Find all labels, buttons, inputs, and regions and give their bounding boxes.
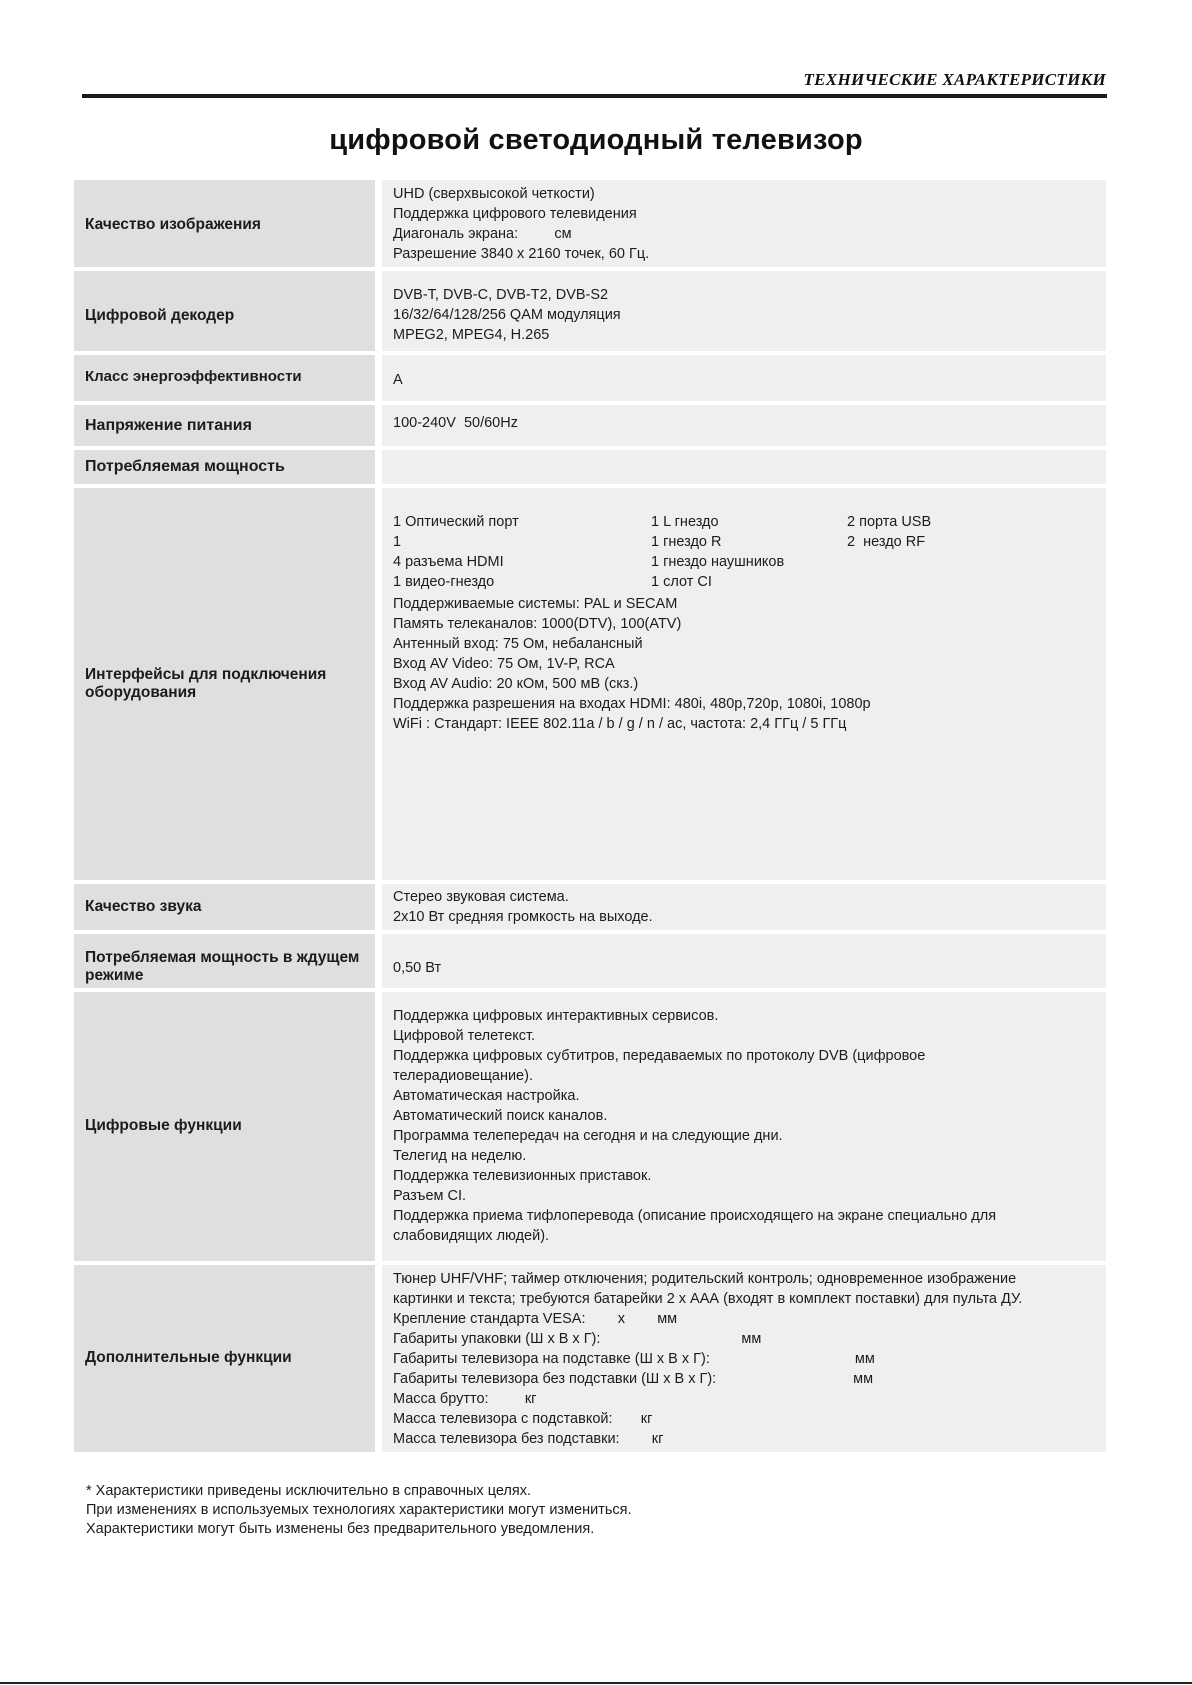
spec-value-lines [393,184,1098,264]
spec-line: Диагональ экрана: см [393,226,572,242]
spec-line: Масса телевизора без подставки: кг [393,1431,664,1447]
spec-row-standby [74,934,1106,988]
bottom-divider [0,1682,1192,1684]
spec-line: 1 слот CI [651,574,712,590]
page-title-text: цифровой светодиодный телевизор [329,124,863,156]
connector-column-1 [393,512,519,592]
connector-column-2 [651,512,784,592]
spec-row-digital [74,992,1106,1261]
spec-line: Цифровой телетекст. [393,1028,536,1044]
spec-row-power [74,450,1106,484]
spec-line: UHD (сверхвысокой четкости) [393,186,595,202]
spec-value-cell [382,488,1106,880]
spec-label: Напряжение питания [85,417,252,434]
spec-value-cell [382,1265,1106,1452]
spec-row-extra [74,1265,1106,1452]
spec-line: Разрешение 3840 x 2160 точек, 60 Гц. [393,246,650,262]
spec-value-lines [393,887,1098,927]
spec-label: Класс энергоэффективности [85,368,302,385]
spec-line: Масса телевизора с подставкой: кг [393,1411,653,1427]
spec-value-cell [382,934,1106,988]
spec-row-energy [74,355,1106,401]
spec-line: 2 порта USB [847,514,932,530]
spec-line: 1 видео-гнездо [393,574,495,590]
spec-line: Разъем CI. [393,1188,467,1204]
spec-value: 0,50 Вт [393,960,442,976]
page-title [0,124,1192,157]
header-divider [82,94,1107,98]
spec-value-cell [382,884,1106,930]
spec-label: Качество изображения [85,216,261,233]
spec-line: Поддержка приема тифлоперевода (описание происходящего на экране специально для [393,1208,997,1224]
section-header-title: ТЕХНИЧЕСКИЕ ХАРАКТЕРИСТИКИ [803,70,1106,89]
spec-line: Память телеканалов: 1000(DTV), 100(ATV) [393,616,682,632]
spec-line: Габариты телевизора на подставке (Ш х В х Г): мм [393,1351,875,1367]
spec-value-lines [393,512,1098,734]
spec-line: 1 [393,534,402,550]
spec-line: Поддержка цифровых интерактивных сервисов. [393,1008,719,1024]
spec-label: Качество звука [85,898,202,915]
spec-line: Масса брутто: кг [393,1391,537,1407]
spec-label: Дополнительные функции [85,1349,292,1366]
spec-label-cell [74,1265,375,1452]
spec-line: Автоматический поиск каналов. [393,1108,608,1124]
spec-label-cell [74,488,375,880]
spec-value: A [393,372,403,388]
spec-label: Цифровой декодер [85,307,235,324]
spec-value-cell [382,180,1106,267]
spec-row-voltage [74,405,1106,446]
spec-line: Стерео звуковая система. [393,889,569,905]
spec-line: Поддержка цифрового телевидения [393,206,637,222]
spec-line: Крепление стандарта VESA: х мм [393,1311,678,1327]
spec-line: 16/32/64/128/256 QAM модуляция [393,307,621,323]
spec-value: 100-240V 50/60Hz [393,415,518,431]
spec-line: Автоматическая настройка. [393,1088,580,1104]
spec-line: WiFi : Стандарт: IEEE 802.11a / b / g / n / ac, частота: 2,4 ГГц / 5 ГГц [393,716,847,732]
spec-value-cell [382,992,1106,1261]
spec-label-cell [74,934,375,988]
spec-line: 1 гнездо R [651,534,722,550]
spec-line: телерадиовещание). [393,1068,533,1084]
spec-label-cell [74,355,375,401]
spec-line: DVB-T, DVB-C, DVB-T2, DVB-S2 [393,287,609,303]
spec-value-cell [382,355,1106,401]
spec-line: Телегид на неделю. [393,1148,527,1164]
spec-label-cell [74,271,375,351]
footnote: Характеристики могут быть изменены без предварительного уведомления. [86,1521,595,1537]
spec-row-sound [74,884,1106,930]
spec-line: MPEG2, MPEG4, H.265 [393,327,550,343]
spec-line: Габариты телевизора без подставки (Ш х В х Г): мм [393,1371,874,1387]
footnote: * Характеристики приведены исключительно в справочных целях. [86,1483,532,1499]
spec-line: Программа телепередач на сегодня и на следующие дни. [393,1128,783,1144]
spec-row-image [74,180,1106,267]
spec-line: 1 гнездо наушников [651,554,785,570]
spec-line: Поддержка разрешения на входах HDMI: 480i, 480p,720p, 1080i, 1080p [393,696,871,712]
spec-value-cell [382,450,1106,484]
spec-line: 2 нездо RF [847,534,926,550]
spec-line: Вход AV Audio: 20 кОм, 500 мВ (скз.) [393,676,639,692]
footnotes [86,1482,632,1539]
footnote: При изменениях в используемых технологиях характеристики могут измениться. [86,1502,632,1518]
spec-line: 4 разъема HDMI [393,554,504,570]
spec-value-lines [393,285,1098,345]
spec-label: Цифровые функции [85,1117,242,1134]
spec-value-lines [393,1269,1098,1449]
spec-line: Поддерживаемые системы: PAL и SECAM [393,596,678,612]
spec-row-decoder [74,271,1106,351]
spec-line: Габариты упаковки (Ш х В х Г): мм [393,1331,762,1347]
spec-row-interfaces [74,488,1106,880]
connector-column-3 [847,512,931,552]
spec-line: картинки и текста; требуются батарейки 2 х ААА (входят в комплект поставки) для пульта ДУ. [393,1291,1023,1307]
spec-value-cell [382,271,1106,351]
spec-value-cell [382,405,1106,446]
spec-label-cell [74,450,375,484]
spec-line: Поддержка телевизионных приставок. [393,1168,652,1184]
spec-label-cell [74,884,375,930]
spec-line: Антенный вход: 75 Ом, небалансный [393,636,643,652]
spec-line: 1 L гнездо [651,514,719,530]
spec-line: 2x10 Вт средняя громкость на выходе. [393,909,653,925]
connector-columns [393,512,1098,592]
spec-label-cell [74,405,375,446]
spec-label-cell [74,992,375,1261]
spec-line: Поддержка цифровых субтитров, передаваемых по протоколу DVB (цифровое [393,1048,926,1064]
spec-line: 1 Оптический порт [393,514,519,530]
spec-value-lines [393,1006,1098,1246]
spec-line: Вход AV Video: 75 Ом, 1V-P, RCA [393,656,615,672]
spec-label: Потребляемая мощность в ждущем режиме [85,949,360,984]
spec-label: Интерфейсы для подключения оборудования [85,666,327,701]
spec-label: Потребляемая мощность [85,458,285,475]
spec-line: слабовидящих людей). [393,1228,550,1244]
spec-line: Тюнер UHF/VHF; таймер отключения; родительский контроль; одновременное изображение [393,1271,1017,1287]
spec-label-cell [74,180,375,267]
